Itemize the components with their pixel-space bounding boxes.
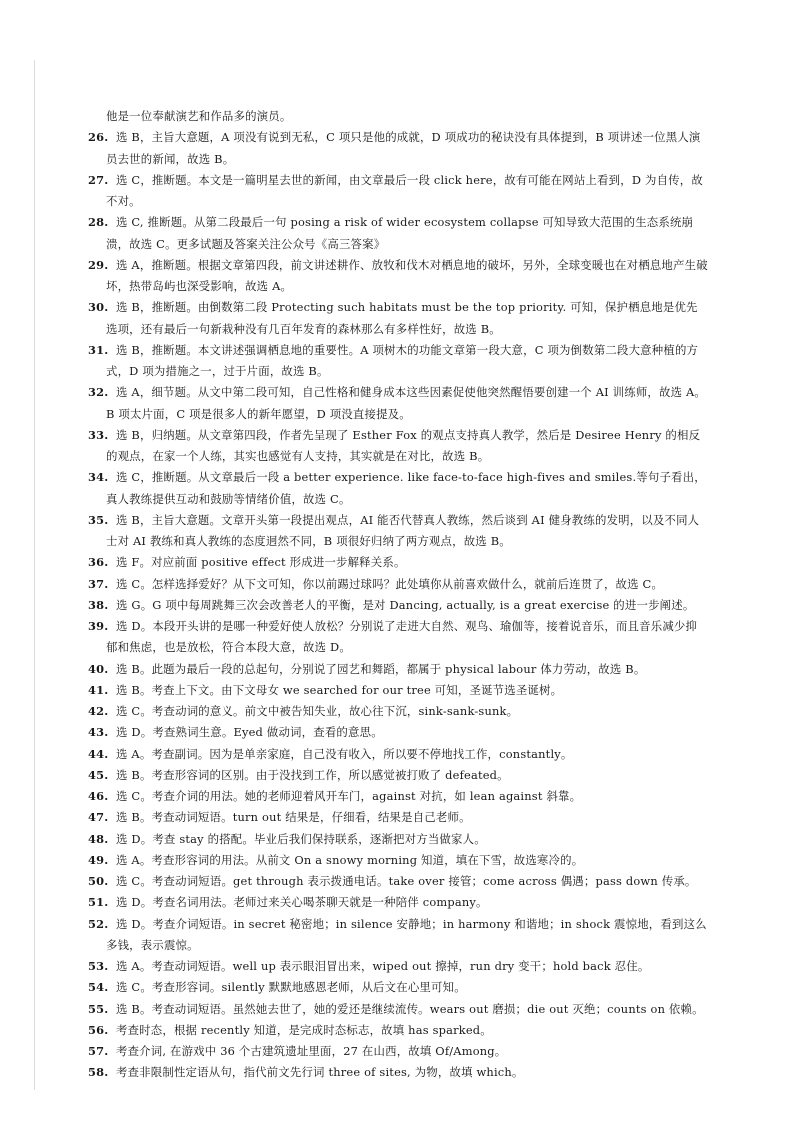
answer-text: 选 A，推断题。根据文章第四段，前文讲述耕作、放牧和伐木对栖息地的破坏，另外，全球变暖也在对栖息地产生破坏，热带岛屿也深受影响，故选 A。 [106,257,708,293]
answer-text: 选 C。考查动词短语。get through 表示拨通电话。take over 接管；come across 偶遇；pass down 传承。 [116,874,697,888]
answer-item [90,914,708,957]
answer-text: 选 B，推断题。本文讲述强调栖息地的重要性。A 项树木的功能文章第一段大意，C 项为倒数第二段大意种植的方式，D 项为措施之一，过于片面，故选 B。 [106,342,699,378]
answer-item [90,510,708,553]
answer-list [90,127,708,1083]
answer-number: 38. [88,597,109,612]
answer-number: 44. [88,746,109,761]
answer-number: 41. [88,682,109,697]
answer-item [90,977,708,998]
answer-item [90,701,708,722]
answer-item [90,297,708,340]
answer-item [90,255,708,298]
answer-item [90,212,708,255]
answer-text: 选 B。考查形容词的区别。由于没找到工作，所以感觉被打败了 defeated。 [116,767,509,782]
answer-text: 选 D。本段开头讲的是哪一种爱好使人放松？分别说了走进大自然、观鸟、瑜伽等，接着说音乐，而且音乐减少抑郁和焦虑，也是放松，符合本段大意，故选 D。 [106,619,698,655]
answer-text: 选 A，细节题。从文中第二段可知，自己性格和健身成本这些因素促使他突然醒悟要创建一个 AI 训练师，故选 A。B 项太片面，C 项是很多人的新年愿望，D 项没直接提及。 [106,385,707,421]
answer-item [90,680,708,701]
answer-item [90,659,708,680]
answer-number: 29. [88,257,109,272]
answer-text: 选 D。考查名词用法。老师过来关心喝茶聊天就是一种陪伴 company。 [116,895,488,910]
answer-number: 51. [88,895,109,910]
answer-number: 47. [88,810,109,825]
answer-text: 选 F。对应前面 positive effect 形成进一步解释关系。 [116,555,406,570]
answer-item [90,170,708,213]
answer-text: 选 C。怎样选择爱好？从下文可知，你以前踢过球吗？此处填你从前喜欢做什么，就前后连贯了，故选 C。 [116,576,664,591]
answer-number: 31. [88,342,109,357]
answer-number: 54. [88,980,109,995]
intro-line: 他是一位奉献演艺和作品多的演员。 [106,109,292,123]
answer-text: 选 C，推断题。从文章最后一段 a better experience. like face-to-face high-fives and smiles.等句子看出，真人教练提供互动和鼓励等情绪价值，故选 C。 [106,470,706,506]
answer-text: 选 C。考查形容词。silently 默默地感恩老师，从后文在心里可知。 [116,980,466,995]
answer-text: 选 A。考查副词。因为是单亲家庭，自己没有收入，所以要不停地找工作，constantly。 [116,746,573,761]
answer-item [90,574,708,595]
answer-text: 选 B。此题为最后一段的总起句，分别说了园艺和舞蹈，都属于 physical labour 体力劳动，故选 B。 [116,661,646,676]
answer-text: 选 C，推断题。本文是一篇明星去世的新闻，由文章最后一段 click here，故有可能在网站上看到，D 为自传，故不对。 [106,172,703,208]
answer-number: 48. [88,831,109,846]
answer-item [90,340,708,383]
answer-item [90,1020,708,1041]
answer-number: 33. [88,427,109,442]
answer-item [90,1041,708,1062]
answer-item [90,850,708,871]
answer-item [90,892,708,913]
answer-number: 50. [88,874,109,888]
answer-number: 27. [88,172,109,187]
answer-item [90,425,708,468]
answer-number: 39. [88,619,109,633]
answer-item [90,616,708,659]
answer-text: 选 C。考查动词的意义。前文中被告知失业，故心往下沉，sink-sank-sunk。 [116,704,519,718]
answer-item [90,999,708,1020]
answer-number: 34. [88,470,109,485]
answer-number: 57. [88,1044,109,1058]
answer-item [90,552,708,573]
answer-text: 选 D。考查 stay 的搭配。毕业后我们保持联系，逐渐把对方当做家人。 [116,831,486,846]
answer-number: 37. [88,576,109,591]
answer-number: 30. [88,300,109,315]
answer-text: 选 D。考查介词短语。in secret 秘密地；in silence 安静地；in harmony 和谐地；in shock 震惊地，看到这么多钱，表示震惊。 [106,916,707,952]
answer-text: 考查非限制性定语从句，指代前文先行词 three of sites, 为物，故填 which。 [116,1065,524,1080]
answer-item [90,829,708,850]
answer-text: 选 A。考查动词短语。well up 表示眼泪冒出来，wiped out 擦掉，run dry 变干；hold back 忍住。 [116,959,650,973]
answer-text: 选 C。考查介词的用法。她的老师迎着风开车门，against 对抗，如 lean against 斜靠。 [116,789,582,803]
answer-item [90,807,708,828]
answer-number: 35. [88,512,109,527]
answer-item [90,871,708,892]
answer-number: 52. [88,916,109,931]
answer-item [90,722,708,743]
answer-text: 选 B，主旨大意题。文章开头第一段提出观点，AI 能否代替真人教练，然后谈到 AI 健身教练的发明，以及不同人士对 AI 教练和真人教练的态度迥然不同，B 项很好归纳了两方观点，故选 B。 [106,512,700,548]
answer-text: 选 A。考查形容词的用法。从前文 On a snowy morning 知道，填在下雪，故选寒冷的。 [116,852,584,867]
answer-text: 选 G。G 项中每周跳舞三次会改善老人的平衡，是对 Dancing, actually, is a great exercise 的进一步阐述。 [116,597,695,612]
answer-item [90,382,708,425]
answer-item [90,765,708,786]
answer-text: 考查时态，根据 recently 知道，是完成时态标志，故填 has sparked。 [116,1022,492,1037]
answer-number: 58. [88,1065,109,1080]
answer-text: 考查介词, 在游戏中 36 个古建筑遗址里面，27 在山西，故填 Of/Among。 [116,1044,507,1058]
answer-number: 56. [88,1022,109,1037]
answer-number: 55. [88,1001,109,1016]
answer-number: 32. [88,385,109,400]
answer-key-page [90,106,708,1084]
answer-text: 选 B。考查动词短语。turn out 结果是，仔细看，结果是自己老师。 [116,810,471,825]
answer-number: 28. [88,215,109,230]
answer-text: 选 D。考查熟词生意。Eyed 做动词，查看的意思。 [116,725,383,740]
answer-number: 42. [88,704,109,718]
answer-item [90,595,708,616]
answer-text: 选 C, 推断题。从第二段最后一句 posing a risk of wider ecosystem collapse 可知导致大范围的生态系统崩溃，故选 C。更多试题及答案关注公众号《高三答案》 [106,215,694,251]
answer-number: 45. [88,767,109,782]
answer-number: 26. [88,130,109,145]
answer-number: 49. [88,852,109,867]
answer-item [90,1062,708,1083]
answer-number: 46. [88,789,109,803]
answer-item [90,127,708,170]
answer-text: 选 B，推断题。由倒数第二段 Protecting such habitats must be the top priority. 可知，保护栖息地是优先选项，还有最后一句新栽种没有几百年发育的森林那么有多样性好，故选 B。 [106,300,698,336]
answer-item [90,744,708,765]
answer-number: 40. [88,661,109,676]
answer-text: 选 B，主旨大意题，A 项没有说到无私，C 项只是他的成就，D 项成功的秘诀没有具体提到，B 项讲述一位黑人演员去世的新闻，故选 B。 [106,130,701,166]
scan-edge-line [34,60,35,1090]
answer-text: 选 B。考查上下文。由下文母女 we searched for our tree 可知，圣诞节选圣诞树。 [116,682,563,697]
answer-number: 36. [88,555,109,570]
answer-text: 选 B。考查动词短语。虽然她去世了，她的爱还是继续流传。wears out 磨损；die out 灭绝；counts on 依赖。 [116,1001,704,1016]
answer-item [90,956,708,977]
answer-text: 选 B，归纳题。从文章第四段，作者先呈现了 Esther Fox 的观点支持真人教学，然后是 Desiree Henry 的相反的观点，在家一个人练，其实也感觉有人支持，其实就是在对比，故选 B。 [106,427,701,463]
answer-item [90,467,708,510]
answer-number: 43. [88,725,109,740]
answer-item [90,786,708,807]
answer-number: 53. [88,959,109,973]
